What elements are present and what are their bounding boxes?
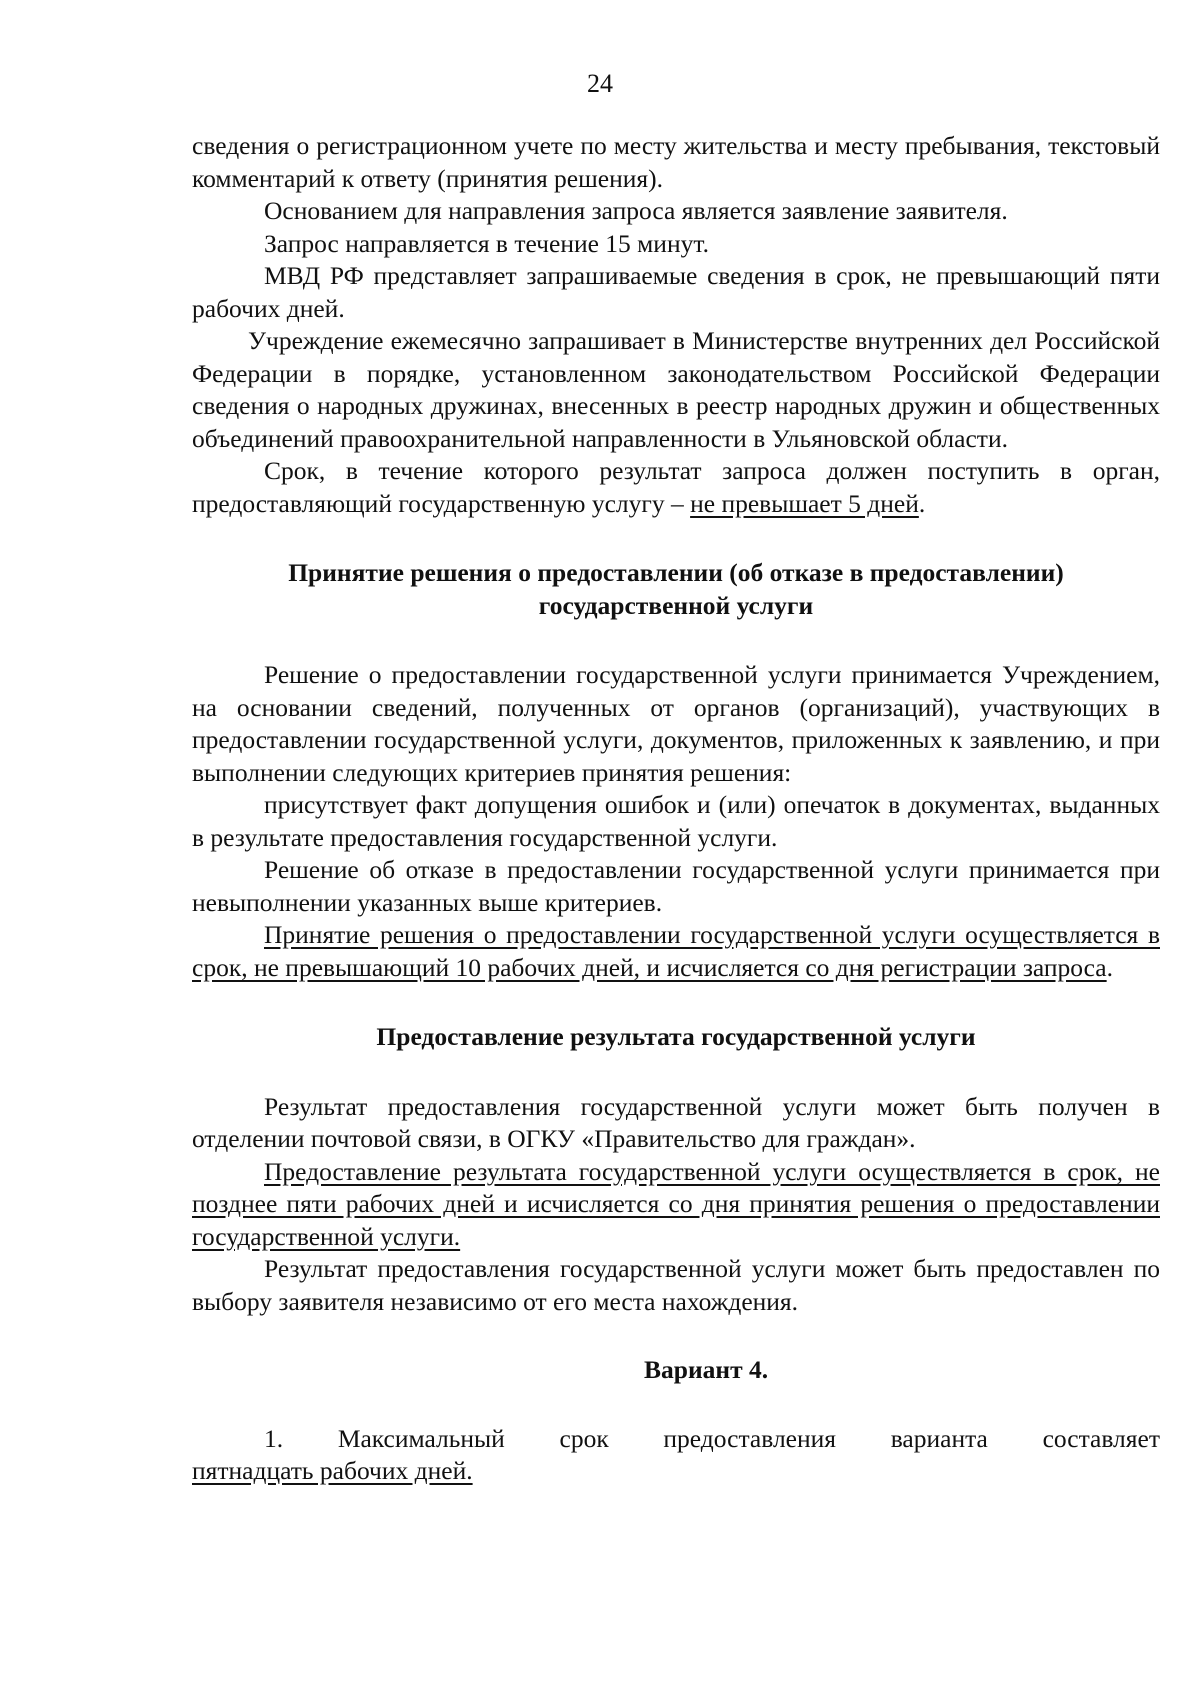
paragraph-request-basis: Основанием для направления запроса является заявление заявителя. [264,196,1008,225]
paragraph-result-term [192,455,1160,520]
paragraph-result-choice: Результат предоставления государственной услуги может быть предоставлен по выбору заявителя независимо от его места нахождения. [192,1254,1160,1316]
variant-item-number: 1. [264,1423,284,1453]
result-body [192,1091,1160,1319]
paragraph-result-channels: Результат предоставления государственной услуги может быть получен в отделении почтовой связи, в ОГКУ «Правительство для граждан». [192,1091,1160,1153]
variant-item-word: предоставления [663,1423,837,1453]
paragraph-decision-basis: Решение о предоставлении государственной услуги принимается Учреждением, на основании сведений, полученных от органов (организаций), участвующих в предоставлении государственной услуги, документов, приложенных к заявлению, и при выполнении следующих критериев принятия решения: [192,660,1160,787]
result-delivery-underlined: Предоставление результата государственной услуги осуществляется в срок, не позднее пяти рабочих дней и исчисляется со дня принятия решения о предоставлении государственной услуги. [192,1156,1160,1251]
result-term-underlined: не превышает 5 дней [690,488,919,518]
result-term-suffix: . [918,488,926,518]
heading-decision-line2: государственной услуги [538,590,814,620]
decision-term-underlined: Принятие решения о предоставлении государственной услуги осуществляется в срок, не превышающий 10 рабочих дней, и исчисляется со дня регистрации запроса [192,920,1160,982]
decision-body [192,659,1160,984]
variant-item-word: составляет [1042,1423,1160,1453]
heading-variant: Вариант 4. [644,1355,769,1384]
variant-item-line1 [192,1423,1160,1456]
paragraph-registration-info: сведения о регистрационном учете по месту жительства и месту пребывания, текстовый комментарий к ответу (принятия решения). [192,131,1160,193]
heading-decision [192,557,1160,622]
paragraph-request-time: Запрос направляется в течение 15 минут. [264,228,709,258]
paragraph-mvd-term: МВД РФ представляет запрашиваемые сведения в срок, не превышающий пяти рабочих дней. [192,261,1160,323]
paragraph-monthly-request: Учреждение ежемесячно запрашивает в Министерстве внутренних дел Российской Федерации в порядке, установленном законодательством Российской Федерации сведения о народных дружинах, внесенных в реестр народных дружин и общественных объединений правоохранительной направленности в Ульяновской области. [192,326,1160,453]
variant-item-word: Максимальный [337,1423,505,1453]
variant-item [192,1423,1160,1488]
variant-item-word: срок [559,1423,609,1453]
variant-item-line2 [192,1455,1160,1488]
decision-term-suffix: . [1106,952,1114,982]
paragraph-decision-term [192,919,1160,984]
page-content [192,130,1160,1488]
heading-decision-line1: Принятие решения о предоставлении (об отказе в предоставлении) [288,558,1064,587]
page-number: 24 [587,69,613,98]
paragraph-refusal: Решение об отказе в предоставлении государственной услуги принимается при невыполнении указанных выше критериев. [192,855,1160,917]
paragraph-result-term-underlined [192,1156,1160,1254]
heading-result: Предоставление результата государственной услуги [376,1022,976,1051]
variant-item-word: варианта [890,1423,988,1453]
result-term-text: Срок, в течение которого результат запроса должен поступить в орган, предоставляющий государственную услугу – [192,456,1160,518]
variant-term-underlined: пятнадцать рабочих дней. [192,1456,473,1485]
paragraph-decision-criterion: присутствует факт допущения ошибок и (или) опечаток в документах, выданных в результате предоставления государственной услуги. [192,790,1160,852]
